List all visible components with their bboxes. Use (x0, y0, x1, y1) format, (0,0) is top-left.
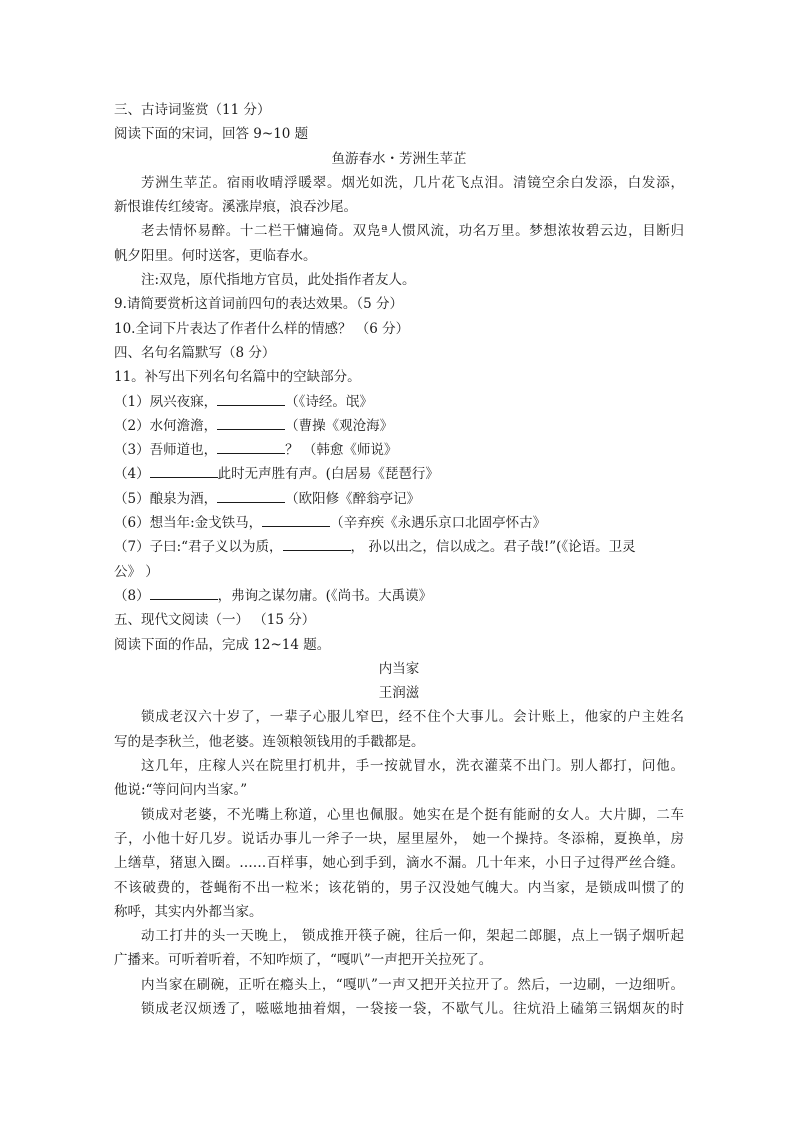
question-9: 9.请简要赏析这首词前四句的表达效果。（5 分） (114, 296, 404, 313)
document-page (114, 98, 684, 1021)
fill-item-suffix: （辛弃疾《永遇乐京口北固亭怀古》 (330, 515, 547, 532)
article-line: 内当家在刷碗，正听在瘾头上，“嘎叭”一声又把开关拉开了。然后，一边刷，一边细听。 (141, 976, 684, 993)
article-line: 锁成老汉烦透了，嗞嗞地抽着烟，一袋接一袋，不歇气儿。往炕沿上磕第三锅烟灰的时 (141, 1000, 684, 1017)
article-line: 上缮草，猪崽入圈。……百样事，她心到手到，滴水不漏。几十年来，小日子过得严丝合缝。 (114, 855, 684, 872)
article-line: 锁成老汉六十岁了，一辈子心服儿窄巴，经不住个大事儿。会计账上，他家的户主姓名 (141, 709, 684, 726)
fill-item-suffix: （《诗经。氓》 (285, 393, 373, 410)
article-author: 王润滋 (378, 685, 420, 702)
fill-item (114, 462, 684, 486)
fill-item-suffix: （欧阳修《醉翁亭记》 (285, 490, 421, 507)
article-line: 子，小他十好几岁。说话办事儿一斧子一块，屋里屋外， 她一个操持。冬添棉，夏换单，房 (114, 830, 684, 847)
answer-blank[interactable] (150, 586, 218, 600)
article-line: 锁成对老婆，不光嘴上称道，心里也佩服。她实在是个挺有能耐的女人。大片脚，二车 (141, 806, 684, 823)
article-line: 他说:“等问问内当家。” (114, 782, 248, 799)
answer-blank[interactable] (217, 489, 285, 503)
fill-item (114, 438, 684, 462)
answer-blank[interactable] (283, 537, 351, 551)
fill-item (114, 584, 684, 608)
article-line: 写的是李秋兰，他老婆。连领粮领钱用的手戳都是。 (114, 733, 425, 750)
poem-note: 注:双凫，原代指地方官员，此处指作者友人。 (141, 272, 416, 289)
section-5-heading: 五、现代文阅读（一） （15 分） (114, 612, 316, 629)
fill-item-suffix: （曹操《观沧海》 (285, 417, 394, 434)
article-line: 称呼，其实内外都当家。 (114, 903, 263, 920)
answer-blank[interactable] (150, 464, 218, 478)
fill-item-suffix: ？ （韩愈《师说》 (285, 442, 398, 459)
fill-item (114, 414, 684, 438)
fill-item (114, 390, 684, 414)
article-title: 内当家 (378, 660, 420, 677)
article-line: 这几年，庄稼人兴在院里打机井，手一按就冒水，洗衣灌菜不出门。别人都打，问他。 (141, 758, 684, 775)
article-line: 不该破费的，苍蝇衔不出一粒米；该花销的，男子汉没她气魄大。内当家，是锁成叫惯了的 (114, 879, 684, 896)
answer-blank[interactable] (217, 392, 285, 406)
poem-line: 新恨谁传红绫寄。溪涨岸痕，浪吞沙尾。 (114, 199, 357, 216)
article-body (114, 705, 684, 1021)
fill-item-prefix: （5）酿泉为酒， (114, 490, 218, 507)
poem-line: 老去情怀易醉。十二栏干慵遍倚。双凫ª人惯风流，功名万里。梦想浓妆碧云边，目断归 (141, 223, 684, 240)
fill-item-continuation: 公》 ） (114, 563, 159, 580)
fill-item (114, 535, 684, 559)
fill-item-suffix: ，弗询之谋勿庸。(《尚书。大禹谟》 (217, 587, 433, 604)
poem-line: 帆夕阳里。何时送客，更临春水。 (114, 247, 317, 264)
section-5-instruction: 阅读下面的作品，完成 12~14 题。 (114, 636, 331, 653)
article-line: 广播来。可听着听着，不知咋烦了，“嘎叭”一声把开关拉死了。 (114, 952, 493, 969)
section-3-heading: 三、古诗词鉴赏（11 分） (114, 102, 271, 118)
poem-line: 芳洲生苹芷。宿雨收晴浮暖翠。烟光如洗，几片花飞点泪。清镜空余白发添，白发添， (141, 174, 684, 191)
fill-item-suffix: ， 孙以出之，信以成之。君子哉!”(《论语。卫灵 (350, 539, 636, 556)
question-11: 11。补写出下列名句名篇中的空缺部分。 (114, 369, 361, 386)
fill-item-prefix: （3）吾师道也， (114, 442, 218, 459)
fill-item (114, 487, 684, 511)
article-line: 动工打井的头一天晚上， 锁成推开筷子碗，往后一仰，架起二郎腿，点上一锅子烟听起 (141, 928, 684, 945)
section-3-instruction: 阅读下面的宋词，回答 9~10 题 (114, 126, 309, 143)
answer-blank[interactable] (217, 416, 285, 430)
section-4-heading: 四、名句名篇默写（8 分） (114, 344, 276, 361)
fill-item-prefix: （8） (114, 587, 150, 604)
fill-item-prefix: （2）水何澹澹， (114, 417, 218, 434)
fill-item-prefix: （1）夙兴夜寐， (114, 393, 218, 410)
poem-title: 鱼游春水・芳洲生苹芷 (331, 150, 467, 167)
question-10: 10.全词下片表达了作者什么样的情感？ （6 分） (114, 320, 410, 337)
answer-blank[interactable] (262, 513, 330, 527)
fill-item-prefix: （4） (114, 466, 150, 483)
fill-item-prefix: （6）想当年:金戈铁马， (114, 515, 263, 532)
fill-item-suffix: 此时无声胜有声。(白居易《琵琶行》 (217, 466, 439, 483)
answer-blank[interactable] (217, 440, 285, 454)
fill-item (114, 511, 684, 535)
fill-item-prefix: （7）子曰:“君子义以为质， (114, 539, 283, 556)
